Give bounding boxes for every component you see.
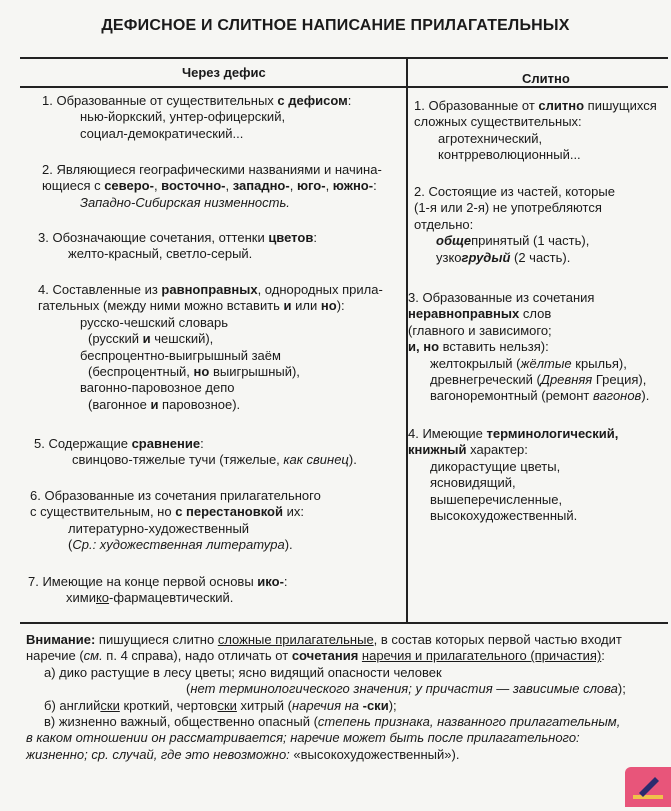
left-column-header: Через дефис <box>182 65 266 80</box>
right-item-1: 1. Образованные от слитно пишущихся сложных существительных: агротехнический, контрреволюционный... <box>414 98 657 163</box>
header-divider <box>20 86 668 88</box>
left-item-2: 2. Являющиеся географическими названиями и начина- ющиеся с северо-, восточно-, западно-, юго-, южно-: Западно-Сибирская низменность. <box>42 162 382 210</box>
right-column-header: Слитно <box>522 71 570 86</box>
left-item-1: 1. Образованные от существительных с дефисом: нью-йоркский, унтер-офицерский, социал-демократический... <box>42 93 352 141</box>
right-item-3: 3. Образованные из сочетания неравноправных слов (главного и зависимого; и, но вставить нельзя): желтокрылый (жёлтые крылья), древнегреческий (Древняя Греция), вагоноремонтный (ремонт вагонов). <box>408 290 650 404</box>
left-item-6: 6. Образованные из сочетания прилагательного с существительным, но с перестановкой их: литературно-художественный (Ср.: художественная литература). <box>30 488 321 553</box>
left-item-3: 3. Обозначающие сочетания, оттенки цветов: желто-красный, светло-серый. <box>38 230 317 262</box>
left-item-5: 5. Содержащие сравнение: свинцово-тяжелые тучи (тяжелые, как свинец). <box>34 436 357 468</box>
table-top-border <box>20 57 668 59</box>
left-item-7: 7. Имеющие на конце первой основы ико-: химико-фармацевтический. <box>28 574 288 606</box>
attention-note: Внимание: пишущиеся слитно сложные прилагательные, в состав которых первой частью входит наречие (см. п. 4 справа), надо отличать от сочетания наречия и прилагательного (причастия): а) дико растущие в лесу цветы; ясно видящий опасности человек (нет терминологического значения; у причастия — зависимые слова); б) английски кроткий, чертовски хитрый (наречия на -ски); в) жизненно важный, общественно опасный (степень признака, названного прилагательным, в каком отношении он рассматривается; наречие может быть после прилагательного: жизненно; ср. случай, где это невозможно: «высокохудожественный»). <box>26 632 626 762</box>
left-item-4: 4. Составленные из равноправных, однородных прила- гательных (между ними можно вставить и или но): русско-чешский словарь (русский и чешский), беспроцентно-выигрышный заём (беспроцентный, но выигрышный), вагонно-паровозное депо (вагонное и паровозное). <box>38 282 383 412</box>
pencil-logo-icon <box>625 767 671 807</box>
table-bottom-border <box>20 622 668 624</box>
page-title: ДЕФИСНОЕ И СЛИТНОЕ НАПИСАНИЕ ПРИЛАГАТЕЛЬНЫХ <box>101 17 570 34</box>
right-item-4: 4. Имеющие терминологический, книжный характер: дикорастущие цветы, ясновидящий, вышеперечисленные, высокохудожественный. <box>408 426 619 524</box>
right-item-2: 2. Состоящие из частей, которые (1-я или 2-я) не употребляются отдельно: общепринятый (1 часть), узкогрудый (2 часть). <box>414 184 615 265</box>
